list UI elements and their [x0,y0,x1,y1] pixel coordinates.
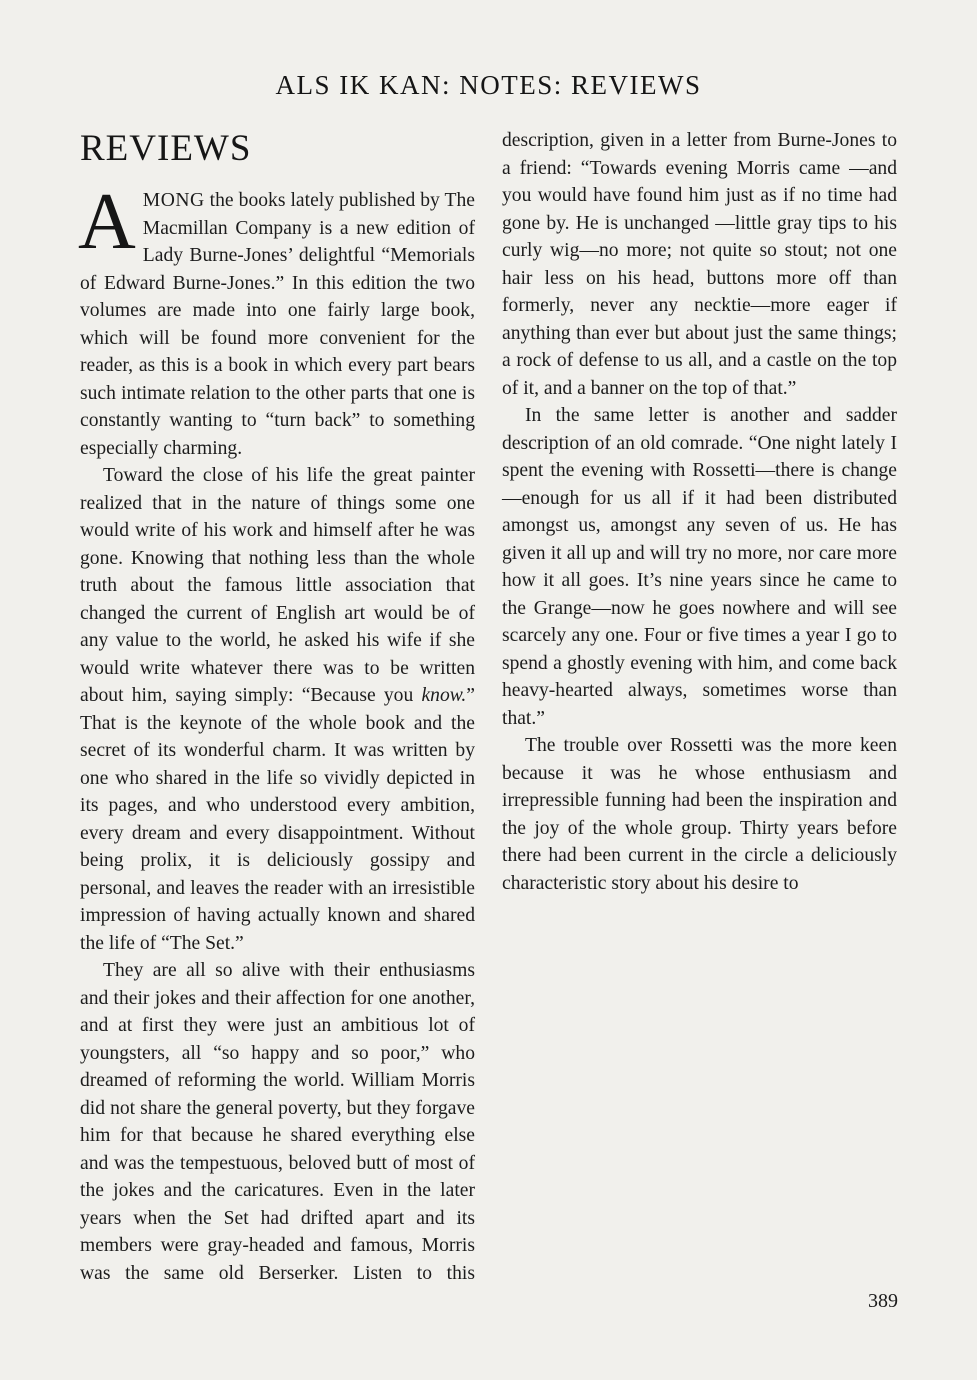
paragraph-1-text: the books lately published by The Macmillan Company is a new edition of Lady Burne-Jones’ delightful “Memorials of Edward Burne-Jones.” In this edition the two volumes are made into one fairly large book, which will be found more convenient for the reader, as this is a book in which every part bears such intimate relation to the other parts that one is constantly wanting to “turn back” to something especially charming. [80,190,475,459]
paragraph-5: The trouble over Rossetti was the more keen because it was he whose enthusiasm and irrepressible funning had been the inspiration and the joy of the whole group. Thirty years before there had been current in the circle a deliciously characteristic story about his desire to [502,735,897,894]
paragraph-2 [80,462,475,957]
section-title: REVIEWS [80,128,252,169]
paragraph-2-emphasis: know. [421,685,467,706]
paragraph-1 [78,178,475,462]
paragraph-2-text-after: ” That is the keynote of the whole book and the secret of its wonderful charm. It was written by one who shared in the life so vividly depicted in its pages, and who understood every ambition, every dream and every disappointment. Without being prolix, it is deliciously gossipy and personal, and leaves the reader with an irresistible impression of having actually known and shared the life of “The Set.” [80,685,475,954]
paragraph-2-text-before: Toward the close of his life the great painter realized that in the nature of things some one would write of his work and himself after he was gone. Knowing that nothing less than the whole truth about the famous little association that changed the current of English art would be of any value to the world, he asked his wife if she would write whatever there was to be written about him, saying simply: “Because you [80,465,475,706]
paragraph-1-lead: MONG [142,190,205,211]
running-head: ALS IK KAN: NOTES: REVIEWS [275,70,702,100]
paragraph-3: They are all so alive with their enthusiasms and their jokes and their affection for one another, and at first they were just an ambitious lot of youngsters, all “so happy and so poor,” who dreamed of reforming the world. William Morris did not share the general poverty, but they forgave him for that because he shared everything else and was the tempestuous, beloved butt of most of the jokes and the caricatures. Even in the later years when the Set had drifted apart and its members were gray-headed and famous, Morris was the same old Berserker. Listen to this [80,960,475,1284]
paragraph-4: In the same letter is another and sadder description of an old comrade. “One night lately I spent the evening with Rossetti—there is change—enough for us all if it had been distributed amongst us, amongst any seven of us. He has given it all up and will try no more, nor care more how it all goes. It’s nine years since he came to the Grange—now he goes nowhere and will see scarcely any one. Four or five times a year I go to spend a ghostly evening with him, and come back heavy-hearted always, sometimes worse than that.” [502,405,897,729]
paragraph-3-continued: description, given in a letter from Burne-Jones to a friend: “Towards evening Morris came —and you would have found him just as if no time had gone by. He is unchanged —little gray tips to his curly wig—no more; not quite so stout; not one hair less on his head, buttons more off than formerly, never any necktie—more eager if anything than ever but about just the same things; a rock of defense to us all, and a castle on the top of it, and a banner on the top of that.” [502,130,897,399]
left-column [80,127,475,1287]
drop-cap: A [78,178,136,266]
right-column [502,127,897,897]
page-number: 389 [868,1290,898,1312]
